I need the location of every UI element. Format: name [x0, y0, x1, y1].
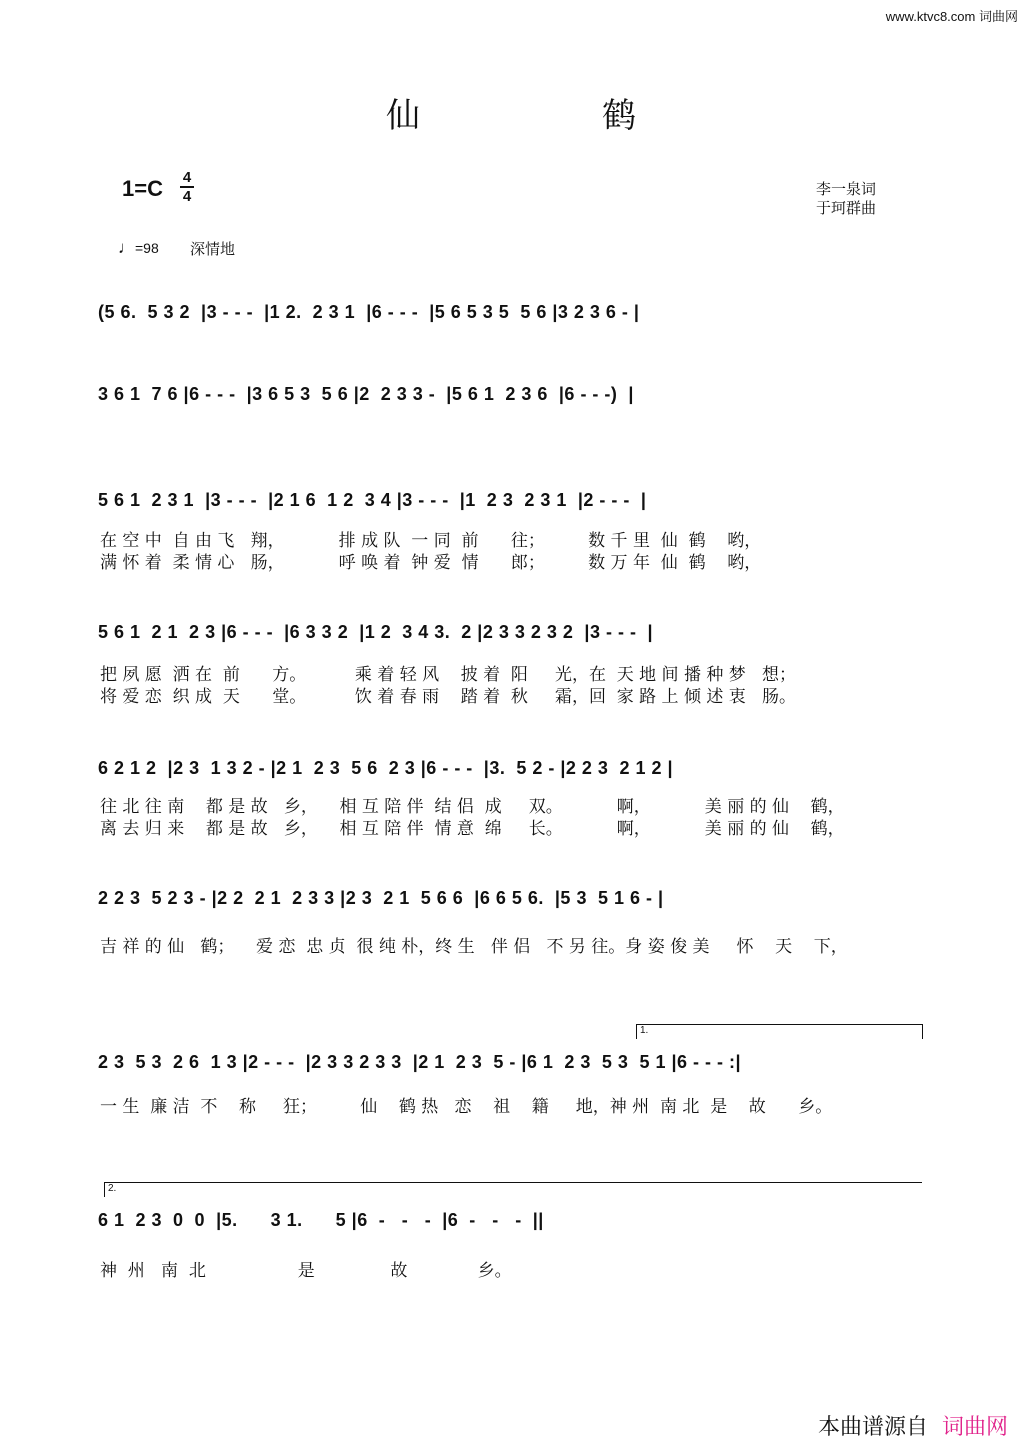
lyric-line: 将 爱 恋 织 成 天 堂。 饮 着 春 雨 踏 着 秋 霜，回 家 路 上 倾 述 衷 肠。	[100, 687, 796, 707]
score-row-3: 5 6 1 2 3 1 |3 - - - |2 1 6 1 2 3 4 |3 - - - |1 2 3 2 3 1 |2 - - - |	[98, 490, 647, 510]
site-url: www.ktvc8.com	[885, 9, 976, 24]
source-label: 本曲谱源自	[817, 1415, 928, 1440]
score-row-1: (5 6. 5 3 2 |3 - - - |1 2. 2 3 1 |6 - - - |5 6 5 3 5 5 6 |3 2 3 6 - |	[98, 302, 640, 322]
score-row-8: 6 1 2 3 0 0 |5. 3 1. 5 |6 - - - |6 - - - ||	[98, 1210, 544, 1230]
lyric-line: 满 怀 着 柔 情 心 肠， 呼 唤 着 钟 爱 情 郎； 数 万 年 仙 鹤 哟，	[100, 553, 762, 573]
composer: 于珂群曲	[816, 199, 877, 217]
site-watermark	[886, 6, 1018, 25]
credits	[816, 180, 876, 218]
site-name: 词曲网	[978, 9, 1018, 24]
tempo-value: =98	[135, 240, 159, 256]
key-signature: 1=C	[122, 176, 163, 201]
lyric-line: 一 生 廉 洁 不 称 狂； 仙 鹤 热 恋 祖 籍 地，神 州 南 北 是 故 乡。	[100, 1097, 833, 1117]
song-title	[0, 88, 1024, 137]
time-signature	[180, 170, 194, 204]
expression-marking: 深情地	[190, 240, 236, 258]
score-row-4: 5 6 1 2 1 2 3 |6 - - - |6 3 3 2 |1 2 3 4 3. 2 |2 3 3 2 3 2 |3 - - - |	[98, 622, 653, 642]
lyric-line: 往 北 往 南 都 是 故 乡， 相 互 陪 伴 结 侣 成 双。 啊， 美 丽 的 仙 鹤，	[100, 797, 845, 817]
lyric-line: 离 去 归 来 都 是 故 乡， 相 互 陪 伴 情 意 绵 长。 啊， 美 丽 的 仙 鹤，	[100, 819, 845, 839]
title-char-2: 鹤	[602, 96, 638, 136]
lyricist: 李一泉词	[816, 180, 877, 198]
first-ending-bracket: 1.	[636, 1024, 923, 1039]
lyric-line: 把 夙 愿 洒 在 前 方。 乘 着 轻 风 披 着 阳 光，在 天 地 间 播 种 梦 想；	[100, 665, 796, 685]
time-signature-top: 4	[182, 169, 192, 186]
brand-name: 词曲网	[941, 1415, 1008, 1440]
lyric-line: 神 州 南 北 是 故 乡。	[100, 1261, 512, 1281]
score-row-7: 2 3 5 3 2 6 1 3 |2 - - - |2 3 3 2 3 3 |2 1 2 3 5 - |6 1 2 3 5 3 5 1 |6 - - - :|	[98, 1052, 742, 1072]
quarter-note-icon: ♩	[118, 238, 135, 257]
score-row-5: 6 2 1 2 |2 3 1 3 2 - |2 1 2 3 5 6 2 3 |6 - - - |3. 5 2 - |2 2 3 2 1 2 |	[98, 758, 674, 778]
time-signature-bottom: 4	[182, 188, 192, 205]
score-row-6: 2 2 3 5 2 3 - |2 2 2 1 2 3 3 |2 3 2 1 5 6 6 |6 6 5 6. |5 3 5 1 6 - |	[98, 888, 664, 908]
source-footer	[818, 1410, 1008, 1441]
lyric-line: 在 空 中 自 由 飞 翔， 排 成 队 一 同 前 往； 数 千 里 仙 鹤 哟，	[100, 531, 762, 551]
score-row-2: 3 6 1 7 6 |6 - - - |3 6 5 3 5 6 |2 2 3 3 - |5 6 1 2 3 6 |6 - - -) |	[98, 384, 634, 404]
tempo-marking	[118, 238, 159, 258]
title-char-1: 仙	[386, 96, 422, 136]
second-ending-bracket: 2.	[104, 1182, 922, 1197]
lyric-line: 吉 祥 的 仙 鹤； 爱 恋 忠 贞 很 纯 朴，终 生 伴 侣 不 另 往。身 姿 俊 美 怀 天 下，	[100, 937, 848, 957]
